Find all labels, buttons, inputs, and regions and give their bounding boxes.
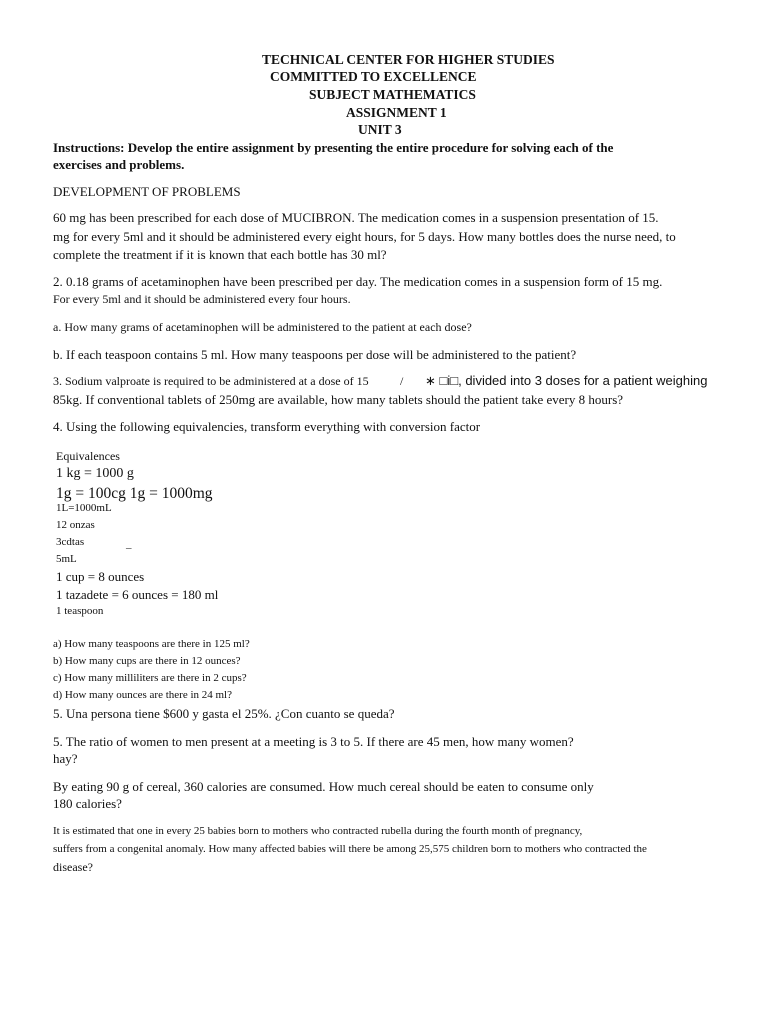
problem-2-line-1: 2. 0.18 grams of acetaminophen have been prescribed per day. The medication comes in a suspension form of 15 mg.: [53, 274, 663, 289]
equivalences-title: Equivalences: [56, 449, 120, 463]
institution-name: TECHNICAL CENTER FOR HIGHER STUDIES: [262, 52, 555, 67]
equivalence-cdtas-mark: _: [126, 538, 132, 550]
instructions-line-1: Instructions: Develop the entire assignment by presenting the entire procedure for solving each of the: [53, 140, 614, 155]
problem-1-line-2: mg for every 5ml and it should be administered every eight hours, for 5 days. How many bottles does the nurse need, to: [53, 229, 676, 244]
problem-4-question-a: a) How many teaspoons are there in 125 ml?: [53, 638, 250, 650]
problem-1-line-3: complete the treatment if it is known that each bottle has 30 ml?: [53, 247, 387, 262]
equivalence-g-cg-mg: 1g = 100cg 1g = 1000mg: [56, 485, 213, 502]
problem-2-part-a: a. How many grams of acetaminophen will be administered to the patient at each dose?: [53, 320, 472, 334]
equivalence-5ml: 5mL: [56, 553, 77, 565]
problem-5-ratio-line-2: hay?: [53, 751, 78, 766]
problem-2-line-2: For every 5ml and it should be administered every four hours.: [53, 292, 351, 306]
equivalence-cup-ounces: 1 cup = 8 ounces: [56, 569, 145, 584]
problem-5-spanish: 5. Una persona tiene $600 y gasta el 25%. ¿Con cuanto se queda?: [53, 706, 395, 721]
problem-4-question-d: d) How many ounces are there in 24 ml?: [53, 689, 232, 701]
equivalence-tazadete: 1 tazadete = 6 ounces = 180 ml: [56, 587, 219, 602]
equivalence-kg-g: 1 kg = 1000 g: [56, 466, 134, 481]
assignment-title: ASSIGNMENT 1: [346, 105, 447, 120]
equivalence-l-ml: 1L=1000mL: [56, 502, 112, 514]
problem-rubella-line-1: It is estimated that one in every 25 babies born to mothers who contracted rubella during the fourth month of pregnancy,: [53, 825, 583, 837]
unit-title: UNIT 3: [358, 122, 402, 137]
equivalence-onzas: 12 onzas: [56, 519, 95, 531]
instructions-line-2: exercises and problems.: [53, 157, 185, 172]
problem-2-part-b: b. If each teaspoon contains 5 ml. How many teaspoons per dose will be administered to the patient?: [53, 347, 577, 362]
problem-rubella-line-3: disease?: [53, 860, 93, 874]
section-title: DEVELOPMENT OF PROBLEMS: [53, 184, 241, 199]
problem-3-line-1-slash: /: [400, 374, 404, 388]
problem-3-line-1-end: ∗ □i□, divided into 3 doses for a patient weighing: [425, 373, 708, 388]
problem-3-line-2: 85kg. If conventional tablets of 250mg are available, how many tablets should the patient take every 8 hours?: [53, 392, 624, 407]
equivalence-teaspoon: 1 teaspoon: [56, 605, 104, 617]
problem-rubella-line-2: suffers from a congenital anomaly. How many affected babies will there be among 25,575 children born to mothers who contracted the: [53, 843, 647, 855]
problem-3-line-1-start: 3. Sodium valproate is required to be administered at a dose of 15: [53, 374, 369, 388]
equivalence-cdtas: 3cdtas: [56, 536, 85, 548]
problem-4-intro: 4. Using the following equivalencies, transform everything with conversion factor: [53, 419, 481, 434]
problem-5-ratio-line-1: 5. The ratio of women to men present at a meeting is 3 to 5. If there are 45 men, how many women?: [53, 734, 574, 749]
institution-motto: COMMITTED TO EXCELLENCE: [270, 69, 477, 84]
problem-cereal-line-1: By eating 90 g of cereal, 360 calories are consumed. How much cereal should be eaten to consume only: [53, 779, 594, 794]
problem-4-question-c: c) How many milliliters are there in 2 cups?: [53, 672, 247, 684]
problem-4-question-b: b) How many cups are there in 12 ounces?: [53, 655, 241, 667]
problem-cereal-line-2: 180 calories?: [53, 796, 122, 811]
subject-title: SUBJECT MATHEMATICS: [309, 87, 476, 102]
problem-1-line-1: 60 mg has been prescribed for each dose of MUCIBRON. The medication comes in a suspension presentation of 15.: [53, 210, 659, 225]
